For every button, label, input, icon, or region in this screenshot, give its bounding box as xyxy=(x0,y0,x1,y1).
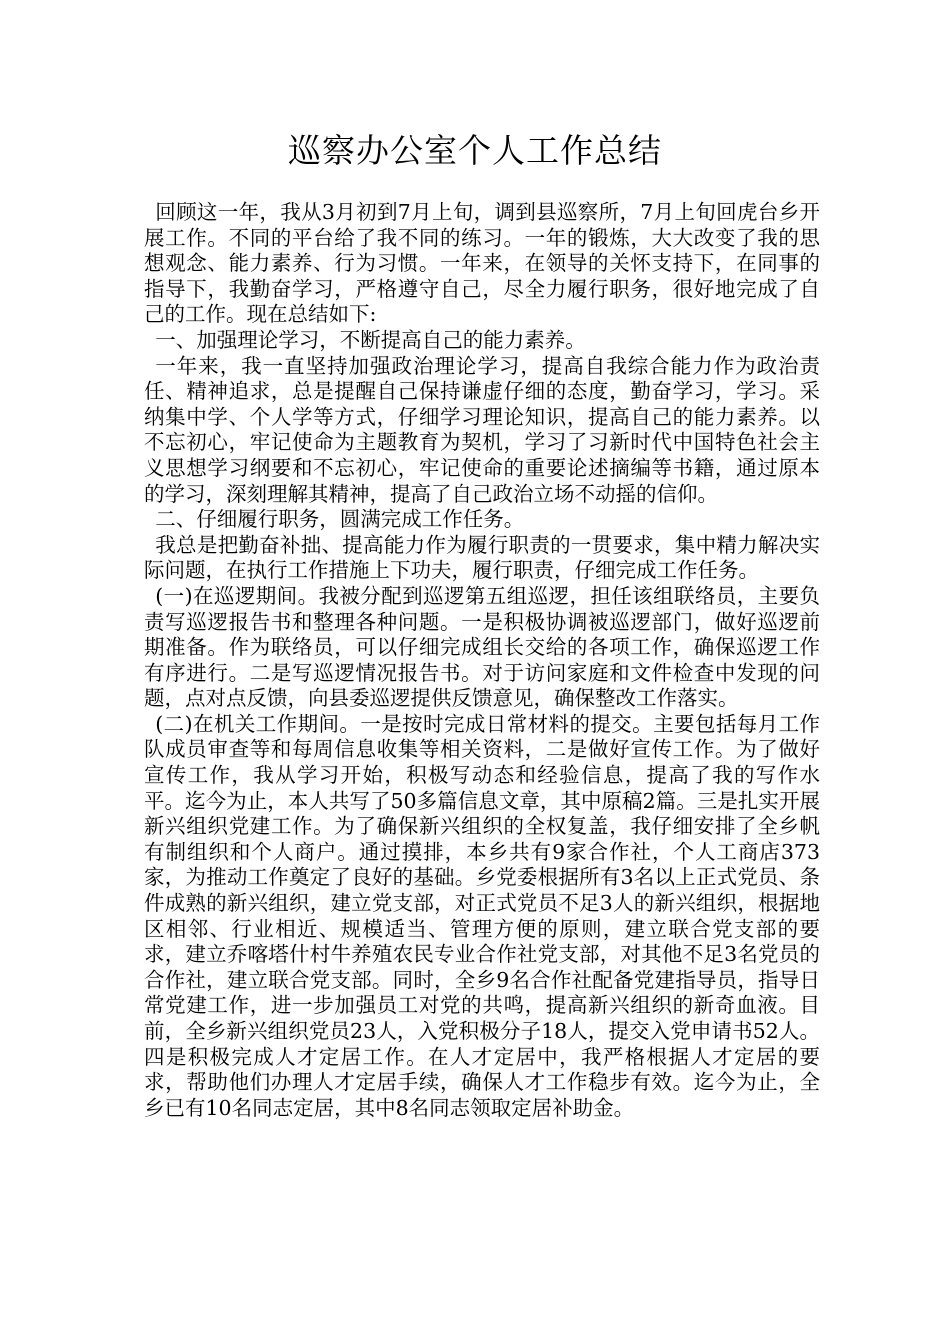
intro-paragraph: 回顾这一年，我从3月初到7月上旬，调到县巡察所，7月上旬回虎台乡开展工作。不同的平台给了我不同的练习。一年的锻炼，大大改变了我的思想观念、能力素养、行为习惯。一年来，在领导的关怀支持下，在同事的指导下，我勤奋学习，严格遵守自己，尽全力履行职务，很好地完成了自己的工作。现在总结如下: xyxy=(144,200,820,327)
section-1-paragraph: 一年来，我一直坚持加强政治理论学习，提高自我综合能力作为政治责任、精神追求，总是提醒自己保持谦虚仔细的态度，勤奋学习，学习。采纳集中学、个人学等方式，仔细学习理论知识，提高自己的能力素养。以不忘初心，牢记使命为主题教育为契机，学习了习新时代中国特色社会主义思想学习纲要和不忘初心，牢记使命的重要论述摘编等书籍，通过原本的学习，深刻理解其精神，提高了自己政治立场不动摇的信仰。 xyxy=(144,353,820,506)
subsection-2-paragraph: (二)在机关工作期间。一是按时完成日常材料的提交。主要包括每月工作队成员审查等和每周信息收集等相关资料，二是做好宣传工作。为了做好宣传工作，我从学习开始，积极写动态和经验信息，提高了我的写作水平。迄今为止，本人共写了50多篇信息文章，其中原稿2篇。三是扎实开展新兴组织党建工作。为了确保新兴组织的全权复盖，我仔细安排了全乡帆有制组织和个人商户。通过摸排，本乡共有9家合作社，个人工商店373家，为推动工作奠定了良好的基础。乡党委根据所有3名以上正式党员、条件成熟的新兴组织，建立党支部，对正式党员不足3人的新兴组织，根据地区相邻、行业相近、规模适当、管理方便的原则，建立联合党支部的要求，建立乔喀塔什村牛养殖农民专业合作社党支部，对其他不足3名党员的合作社，建立联合党支部。同时，全乡9名合作社配备党建指导员，指导日常党建工作，进一步加强员工对党的共鸣，提高新兴组织的新奇血液。目前，全乡新兴组织党员23人，入党积极分子18人，提交入党申请书52人。四是积极完成人才定居工作。在人才定居中，我严格根据人才定居的要求，帮助他们办理人才定居手续，确保人才工作稳步有效。迄今为止，全乡已有10名同志定居，其中8名同志领取定居补助金。 xyxy=(144,711,820,1120)
subsection-1-paragraph: (一)在巡逻期间。我被分配到巡逻第五组巡逻，担任该组联络员，主要负责写巡逻报告书和整理各种问题。一是积极协调被巡逻部门，做好巡逻前期准备。作为联络员，可以仔细完成组长交给的各项工作，确保巡逻工作有序进行。二是写巡逻情况报告书。对于访问家庭和文件检查中发现的问题，点对点反馈，向县委巡逻提供反馈意见，确保整改工作落实。 xyxy=(144,583,820,711)
section-heading-2: 二、仔细履行职务，圆满完成工作任务。 xyxy=(155,507,525,532)
section-heading-1: 一、加强理论学习，不断提高自己的能力素养。 xyxy=(155,327,586,352)
document-title: 巡察办公室个人工作总结 xyxy=(288,131,662,170)
document-body xyxy=(144,200,820,1121)
section-2-paragraph: 我总是把勤奋补拙、提高能力作为履行职责的一贯要求，集中精力解决实际问题，在执行工作措施上下功夫，履行职责，仔细完成工作任务。 xyxy=(144,532,820,583)
